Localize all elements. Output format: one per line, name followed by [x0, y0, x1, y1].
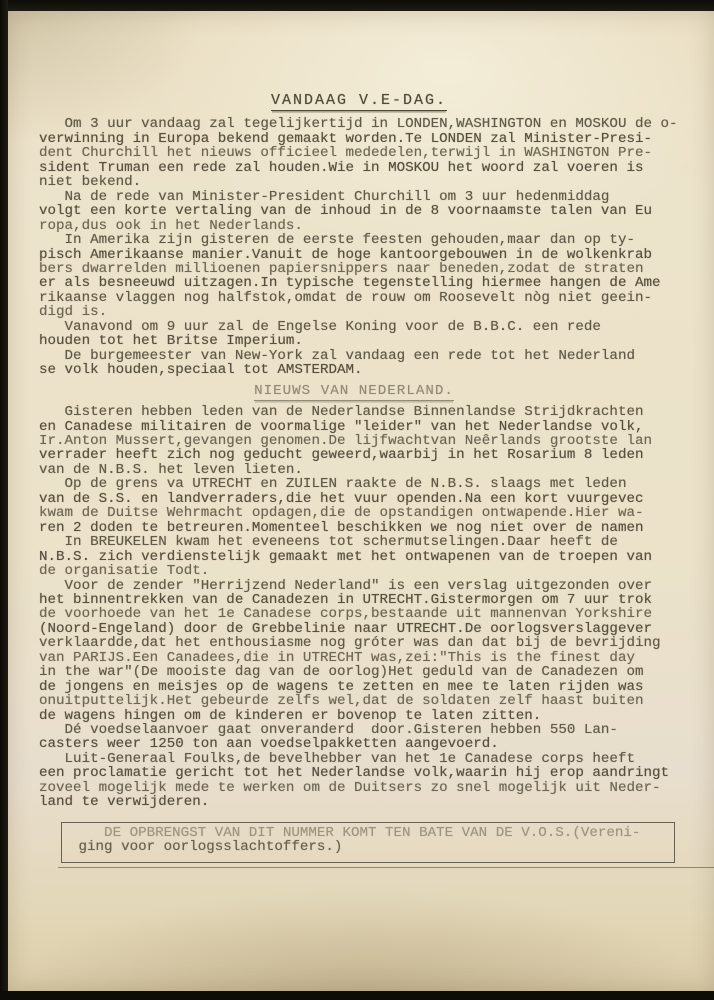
paragraph — [39, 535, 714, 578]
paragraph-line: pisch Amerikaanse manier.Vanuit de hoge kantoorgebouwen in de wolkenkrab — [39, 246, 652, 263]
paragraph — [39, 190, 714, 233]
paragraph-line: een proclamatie gericht tot het Nederlandse volk,waarin hij erop aandringt — [39, 765, 670, 782]
section-heading-text: NIEUWS VAN NEDERLAND. — [254, 382, 454, 399]
paragraph — [39, 752, 714, 810]
paragraph-line: kwam de Duitse Wehrmacht opdagen,die de opstandigen ontwapende.Hier wa- — [39, 505, 644, 522]
paragraph-line: de voorhoede van het 1e Canadese corps,bestaande uit mannenvan Yorkshire — [39, 606, 652, 623]
paragraph-line: ropa,dus ook in het Nederlands. — [39, 217, 303, 234]
paragraph-line: De burgemeester van New-York zal vandaag een rede tot het Nederland — [39, 347, 635, 364]
paragraph-line: Na de rede van Minister-President Churchill om 3 uur hedenmiddag — [39, 188, 610, 205]
paragraph — [39, 233, 714, 320]
paragraph-line: In BREUKELEN kwam het eveneens tot schermutselingen.Daar heeft de — [39, 534, 618, 551]
paragraph — [39, 320, 714, 349]
paragraph-line: Gisteren hebben leden van de Nederlandse Binnenlandse Strijdkrachten — [39, 404, 644, 421]
paragraph-line: verwinning in Europa bekend gemaakt worden.Te LONDEN zal Minister-Presi- — [39, 130, 652, 147]
paragraph-line: er als besneeuwd uitzagen.In typische tegenstelling hiermee hangen de Ame — [39, 275, 661, 292]
paragraph-line: de jongens en meisjes op de wagens te zetten en mee te laten rijden was — [39, 678, 644, 695]
scan-edge-left — [0, 0, 8, 1000]
paragraph-line: verrader heeft zich nog geducht geweerd,waarbij in het Rosarium 8 leden — [39, 447, 644, 464]
paragraph-line: Om 3 uur vandaag zal tegelijkertijd in LONDEN,WASHINGTON en MOSKOU de o- — [39, 116, 678, 133]
document-title — [39, 94, 679, 108]
paragraph — [39, 405, 714, 477]
document-content — [39, 94, 714, 863]
paragraph-line: (Noord-Engeland) door de Grebbelinie naar UTRECHT.De oorlogsverslaggever — [39, 620, 652, 637]
footer-box — [61, 822, 675, 863]
paragraph-line: Dé voedselaanvoer gaat onveranderd door.Gisteren hebben 550 Lan- — [39, 722, 618, 739]
paragraph-line: volgt een korte vertaling van de inhoud in de 8 voornaamste talen van Eu — [39, 203, 652, 220]
paragraph-line: het binnentrekken van de Canadezen in UTRECHT.Gistermorgen om 7 uur trok — [39, 591, 652, 608]
section-heading — [39, 384, 669, 398]
paragraph — [39, 579, 714, 724]
paragraph-line: Op de grens va UTRECHT en ZUILEN raakte de N.B.S. slaags met leden — [39, 476, 627, 493]
document-title-text: VANDAAG V.E-DAG. — [270, 92, 448, 109]
paragraph-line: de wagens hingen om de kinderen er bovenop te laten zitten. — [39, 707, 542, 724]
scan-edge-top — [0, 0, 714, 11]
paragraph-line: rikaanse vlaggen nog halfstok,omdat de rouw om Roosevelt nòg niet geein- — [39, 289, 652, 306]
paragraph — [39, 117, 714, 189]
paragraph-line: land te verwijderen. — [39, 794, 210, 811]
paragraph-line: Voor de zender "Herrijzend Nederland" is een verslag uitgezonden over — [39, 577, 652, 594]
paragraph-line: van PARIJS.Een Canadees,die in UTRECHT was,zei:"This is the finest day — [39, 649, 635, 666]
paragraph-line: Ir.Anton Mussert,gevangen genomen.De lijfwachtvan Neêrlands grootste lan — [39, 432, 652, 449]
paragraph-line: Vanavond om 9 uur zal de Engelse Koning voor de B.B.C. een rede — [39, 318, 601, 335]
paragraph-line: In Amerika zijn gisteren de eerste feesten gehouden,maar dan op ty- — [39, 232, 635, 249]
paragraph-line: N.B.S. zich verdienstelijk gemaakt met het ontwapenen van de troepen van — [39, 548, 652, 565]
paragraph-line: de organisatie Todt. — [39, 563, 210, 580]
paragraph-line: Luit-Generaal Foulks,de bevelhebber van het 1e Canadese corps heeft — [39, 750, 635, 767]
paragraph-line: onuitputtelijk.Het gebeurde zelfs wel,dat de soldaten zelf haast buiten — [39, 693, 644, 710]
paragraph-line: houden tot het Britse Imperium. — [39, 333, 303, 350]
paragraph-line: sident Truman een rede zal houden.Wie in MOSKOU het woord zal voeren is — [39, 159, 644, 176]
paragraph-line: zoveel mogelijk mede te werken om de Duitsers zo snel mogelijk uit Neder- — [39, 779, 661, 796]
paragraph-line: digd is. — [39, 304, 108, 321]
footer-box-line: ging voor oorlogsslachtoffers.) — [70, 839, 343, 856]
paragraph-line: en Canadese militairen de voormalige "leider" van het Nederlandse volk, — [39, 418, 644, 435]
paragraph-line: se volk houden,speciaal tot AMSTERDAM. — [39, 362, 363, 379]
paragraph-line: casters weer 1250 ton aan voedselpakketten aangevoerd. — [39, 736, 499, 753]
paragraph-line: verklaardde,dat het enthousiasme nog gróter was dan dat bij de bevrijding — [39, 635, 661, 652]
paragraph — [39, 477, 714, 535]
footer-box-line: DE OPBRENGST VAN DIT NUMMER KOMT TEN BATE VAN DE V.O.S.(Vereni- — [70, 824, 641, 841]
paragraph — [39, 723, 714, 752]
document-body — [39, 117, 714, 809]
paragraph-line: niet bekend. — [39, 174, 142, 191]
paragraph-line: dent Churchill het nieuws officieel mededelen,terwijl in WASHINGTON Pre- — [39, 145, 652, 162]
paper-sheet — [8, 11, 714, 991]
paragraph — [39, 349, 714, 378]
paragraph-line: van de S.S. en landverraders,die het vuur openden.Na een kort vuurgevec — [39, 490, 644, 507]
paragraph-line: ren 2 doden te betreuren.Momenteel beschikken we nog niet over de namen — [39, 519, 644, 536]
paragraph-line: van de N.B.S. het leven lieten. — [39, 461, 303, 478]
paragraph-line: bers dwarrelden millioenen papiersnippers naar beneden,zodat de straten — [39, 260, 644, 277]
scan-edge-bottom — [0, 991, 714, 1000]
paragraph-line: in the war"(De mooiste dag van de oorlog)Het geduld van de Canadezen om — [39, 664, 644, 681]
